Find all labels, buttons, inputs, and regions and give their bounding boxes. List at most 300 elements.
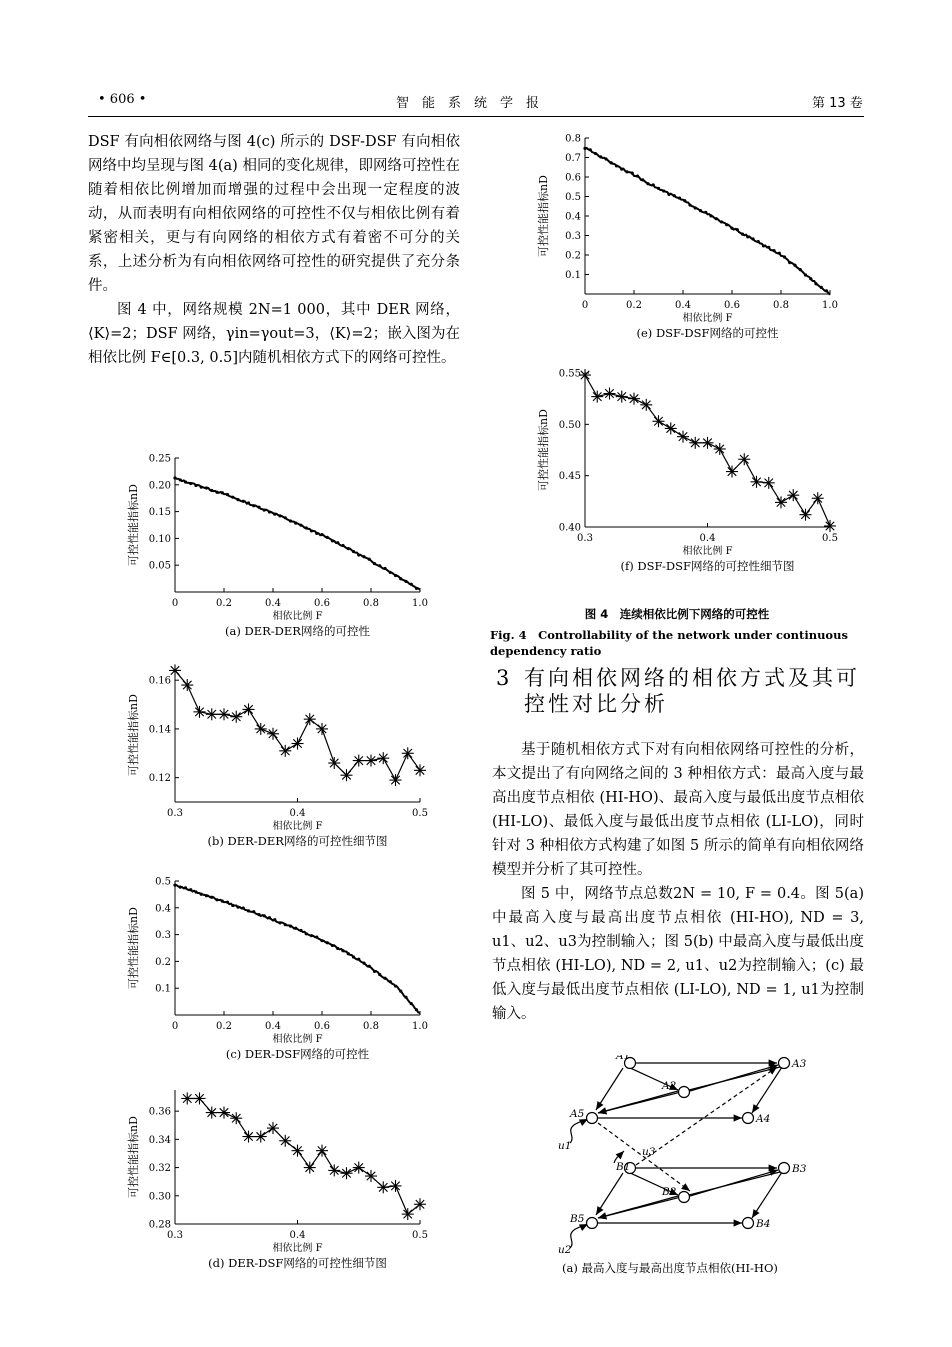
x-tick-label: 0.5 — [822, 533, 838, 544]
data-point — [414, 764, 426, 776]
series-line — [175, 885, 420, 1013]
data-point — [189, 888, 192, 891]
y-axis-label: 可控性能指标nD — [127, 484, 140, 566]
data-point — [694, 206, 697, 209]
data-point — [320, 939, 323, 942]
data-point — [772, 249, 775, 252]
data-point — [410, 583, 413, 586]
series-line — [187, 1098, 420, 1214]
data-point — [304, 713, 316, 725]
y-tick-label: 0.12 — [148, 773, 171, 785]
data-point — [315, 936, 318, 939]
y-tick-label: 0.34 — [148, 1134, 171, 1146]
data-point — [268, 510, 271, 513]
data-point — [284, 516, 287, 519]
data-point — [404, 996, 407, 999]
data-point — [373, 562, 376, 565]
x-axis-label: 相依比例 F — [272, 821, 323, 832]
data-point — [289, 925, 292, 928]
data-point — [292, 1145, 304, 1157]
data-point — [620, 168, 623, 171]
y-tick-label: 0.55 — [558, 368, 581, 380]
y-tick-label: 0.10 — [148, 533, 171, 545]
node-a2 — [679, 1087, 690, 1098]
x-tick-label: 0.6 — [314, 598, 330, 609]
data-point — [181, 679, 193, 691]
data-point — [741, 232, 744, 235]
x-tick-label: 0.8 — [363, 598, 379, 609]
y-tick-label: 0.3 — [155, 930, 171, 942]
data-point — [181, 1092, 193, 1104]
data-point — [292, 738, 304, 750]
data-point — [824, 520, 836, 532]
data-point — [825, 289, 828, 292]
figure-5a-caption: (a) 最高入度与最高出度节点相依(HI-HO) — [562, 1261, 778, 1275]
data-point — [383, 977, 386, 980]
data-point — [294, 927, 297, 930]
data-point — [646, 182, 649, 185]
series — [173, 476, 420, 590]
data-point — [775, 496, 787, 508]
data-point — [653, 415, 665, 427]
data-point — [783, 255, 786, 258]
data-point — [273, 512, 276, 515]
y-tick-label: 0.4 — [155, 903, 171, 915]
data-point — [365, 1170, 377, 1182]
data-point — [341, 544, 344, 547]
x-tick-label: 0 — [171, 598, 179, 609]
x-tick-label: 0.4 — [265, 598, 281, 609]
data-point — [316, 723, 328, 735]
data-point — [255, 1131, 267, 1143]
y-tick-label: 0.28 — [148, 1219, 171, 1231]
data-point — [709, 214, 712, 217]
data-point — [200, 486, 203, 489]
label-a1: A1 — [616, 1055, 631, 1062]
label-u2: u2 — [558, 1244, 572, 1255]
data-point — [252, 910, 255, 913]
chart-title: (b) DER-DER网络的可控性细节图 — [207, 834, 388, 848]
data-point — [210, 489, 213, 492]
data-point — [273, 918, 276, 921]
data-point — [247, 909, 250, 912]
x-axis-label: 相依比例 F — [272, 1034, 323, 1045]
data-point — [788, 261, 791, 264]
data-point — [738, 453, 750, 465]
right-paragraph-2: 图 5 中，网络节点总数2N = 10, F = 0.4。图 5(a) 中最高入度与最高出度节点相依 (HI-HO), ND = 3, u1、u2、u3为控制输入；图 5(b) 中最高入度与最低出度节点相依 (HI-LO), ND = 2, u1、u2为控制输入；(c) 最低入度与最低出度节点相依 (LI-LO), ND = 1, u1为控制输入。 — [492, 886, 864, 1022]
section-title-line1: 有向相依网络的相依方式及其可 — [524, 666, 860, 690]
x-tick-label: 1.0 — [822, 300, 838, 311]
data-point — [394, 984, 397, 987]
data-point — [415, 587, 418, 590]
data-point — [628, 393, 640, 405]
data-point — [242, 906, 245, 909]
data-point — [336, 947, 339, 950]
data-point — [231, 496, 234, 499]
data-point — [673, 194, 676, 197]
label-a2: A2 — [662, 1080, 677, 1092]
node-b2 — [679, 1192, 690, 1203]
data-point — [751, 476, 763, 488]
data-point — [257, 913, 260, 916]
chart-svg — [120, 1082, 440, 1282]
data-point — [200, 893, 203, 896]
node-a5 — [587, 1113, 598, 1124]
data-point — [704, 211, 707, 214]
node-b5 — [587, 1218, 598, 1229]
data-point — [341, 1167, 353, 1179]
data-point — [357, 958, 360, 961]
y-axis-label: 可控性能指标nD — [537, 175, 550, 257]
data-point — [231, 904, 234, 907]
data-point — [331, 539, 334, 542]
data-point — [320, 533, 323, 536]
x-tick-label: 0.2 — [216, 598, 232, 609]
data-point — [610, 161, 613, 164]
x-tick-label: 0.2 — [216, 1021, 232, 1032]
data-point — [263, 508, 266, 511]
data-point — [641, 178, 644, 181]
x-tick-label: 0 — [581, 300, 589, 311]
x-tick-label: 1.0 — [412, 598, 428, 609]
edge-a1-a5 — [596, 1068, 623, 1110]
edge-a2-a3 — [690, 1065, 778, 1091]
node-b4 — [743, 1218, 754, 1229]
data-point — [589, 148, 592, 151]
data-point — [402, 747, 414, 759]
data-point — [326, 536, 329, 539]
x-tick-label: 0.4 — [289, 808, 306, 819]
chart-f — [530, 365, 850, 585]
x-axis-label: 相依比例 F — [682, 313, 733, 324]
data-point — [390, 1180, 402, 1192]
x-tick-label: 0.4 — [265, 1021, 281, 1032]
data-point — [194, 484, 197, 487]
data-point — [809, 277, 812, 280]
figure-5a-diagram — [530, 1055, 830, 1255]
data-point — [683, 199, 686, 202]
label-b4: B4 — [756, 1218, 771, 1230]
data-point — [173, 883, 176, 886]
data-point — [205, 486, 208, 489]
label-b1: B1 — [616, 1161, 631, 1173]
x-tick-label: 0.3 — [167, 1230, 183, 1241]
y-tick-label: 0.8 — [565, 133, 581, 145]
right-paragraph-1: 基于随机相依方式下对有向相依网络可控性的分析，本文提出了有向网络之间的 3 种相依方式：最高入度与最高出度节点相依 (HI-HO)、最高入度与最低出度节点相依 (HI-LO)、最低入度与最低出度节点相依 (LI-LO)，同时针对 3 种相依方式构建了如图 5 所示的简单有向相依网络模型并分析了其可控性。 — [492, 742, 864, 878]
chart-b — [120, 660, 440, 860]
data-point — [362, 962, 365, 965]
data-point — [615, 164, 618, 167]
y-tick-label: 0.2 — [565, 250, 581, 262]
journal-name: 智 能 系 统 学 报 — [396, 96, 540, 111]
data-point — [389, 980, 392, 983]
volume-label: 第 13 卷 — [812, 96, 863, 111]
data-point — [284, 923, 287, 926]
data-point — [310, 529, 313, 532]
label-a3: A3 — [792, 1058, 807, 1070]
data-point — [677, 431, 689, 443]
label-b5: B5 — [570, 1213, 585, 1225]
y-tick-label: 0.25 — [148, 453, 171, 465]
data-point — [353, 755, 365, 767]
data-point — [383, 567, 386, 570]
x-tick-label: 0.5 — [412, 1230, 428, 1241]
chart-svg — [530, 130, 850, 352]
y-tick-label: 0.14 — [148, 724, 171, 736]
data-point — [331, 944, 334, 947]
y-tick-label: 0.36 — [148, 1106, 171, 1118]
data-point — [616, 391, 628, 403]
data-point — [665, 422, 677, 434]
figure-4-caption-en: Fig. 4 Controllability of the network under continuous dependency ratio — [490, 628, 848, 658]
data-point — [184, 886, 187, 889]
data-point — [715, 217, 718, 220]
data-point — [394, 574, 397, 577]
label-b3: B3 — [792, 1163, 807, 1175]
chart-title: (f) DSF-DSF网络的可控性细节图 — [620, 559, 795, 573]
data-point — [173, 476, 176, 479]
data-point — [341, 949, 344, 952]
chart-a — [120, 450, 440, 650]
data-point — [378, 564, 381, 567]
label-a4: A4 — [756, 1113, 771, 1125]
data-point — [218, 708, 230, 720]
data-point — [415, 1008, 418, 1011]
data-point — [767, 246, 770, 249]
data-point — [662, 189, 665, 192]
data-point — [294, 522, 297, 525]
data-point — [390, 774, 402, 786]
data-point — [194, 1092, 206, 1104]
x-tick-label: 0 — [171, 1021, 179, 1032]
data-point — [583, 147, 586, 150]
data-point — [347, 547, 350, 550]
data-point — [414, 1198, 426, 1210]
data-point — [243, 1131, 255, 1143]
data-point — [328, 757, 340, 769]
input-u1-arrow — [570, 1119, 588, 1143]
data-point — [336, 541, 339, 544]
y-axis-label: 可控性能指标nD — [127, 1116, 140, 1198]
label-b2: B2 — [662, 1186, 677, 1198]
page-number: • 606 • — [98, 92, 147, 107]
data-point — [678, 196, 681, 199]
x-tick-label: 0.2 — [626, 300, 642, 311]
chart-title: (d) DER-DSF网络的可控性细节图 — [208, 1256, 387, 1270]
data-point — [689, 437, 701, 449]
y-tick-label: 0.30 — [148, 1191, 171, 1203]
data-point — [353, 1162, 365, 1174]
y-tick-label: 0.1 — [565, 270, 581, 281]
y-tick-label: 0.7 — [565, 153, 581, 164]
data-point — [378, 973, 381, 976]
data-point — [316, 1145, 328, 1157]
data-point — [652, 183, 655, 186]
y-tick-label: 0.40 — [558, 522, 581, 534]
y-tick-label: 0.15 — [148, 507, 171, 519]
paragraph-1: DSF 有向相依网络与图 4(c) 所示的 DSF-DSF 有向相依网络中均呈现与图 4(a) 相同的变化规律，即网络可控性在随着相依比例增加而增强的过程中会出现一定程度的波动，从而表明有向相依网络的可控性不仅与相依比例有着紧密相关，更与有向网络的相依方式有着密不可分的关系，上述分析为有向相依网络可控性的研究提供了充分条件。 — [88, 134, 460, 294]
chart-svg — [530, 365, 850, 585]
data-point — [305, 932, 308, 935]
data-point — [215, 898, 218, 901]
data-point — [352, 550, 355, 553]
series — [169, 664, 426, 786]
data-point — [631, 172, 634, 175]
data-point — [688, 203, 691, 206]
data-point — [310, 934, 313, 937]
label-u3: u3 — [642, 1146, 656, 1158]
chart-d — [120, 1082, 440, 1282]
x-tick-label: 0.5 — [412, 808, 428, 819]
data-point — [328, 1164, 340, 1176]
x-tick-label: 0.8 — [363, 1021, 379, 1032]
data-point — [169, 664, 181, 676]
y-axis-label: 可控性能指标nD — [537, 409, 550, 491]
data-point — [820, 286, 823, 289]
data-point — [751, 237, 754, 240]
data-point — [299, 929, 302, 932]
series — [579, 369, 836, 532]
y-tick-label: 0.5 — [565, 192, 581, 203]
data-point — [377, 1181, 389, 1193]
data-point — [210, 896, 213, 899]
data-point — [347, 952, 350, 955]
data-point — [289, 519, 292, 522]
x-axis-label: 相依比例 F — [682, 546, 733, 557]
node-b3 — [779, 1163, 790, 1174]
chart-title: (c) DER-DSF网络的可控性 — [225, 1047, 370, 1061]
edge-b2-b3 — [690, 1170, 778, 1196]
data-point — [252, 504, 255, 507]
data-point — [230, 1112, 242, 1124]
data-point — [714, 443, 726, 455]
data-point — [362, 555, 365, 558]
data-point — [352, 955, 355, 958]
x-tick-label: 1.0 — [412, 1021, 428, 1032]
data-point — [636, 174, 639, 177]
data-point — [814, 282, 817, 285]
node-a3 — [779, 1058, 790, 1069]
data-point — [194, 706, 206, 718]
data-point — [221, 491, 224, 494]
right-column-text — [492, 738, 864, 1026]
data-point — [702, 437, 714, 449]
data-point — [640, 399, 652, 411]
data-point — [268, 916, 271, 919]
data-point — [763, 477, 775, 489]
series-line — [175, 478, 420, 590]
chart-title: (a) DER-DER网络的可控性 — [225, 624, 370, 638]
y-tick-label: 0.45 — [558, 471, 581, 483]
data-point — [757, 240, 760, 243]
data-point — [377, 752, 389, 764]
data-point — [812, 492, 824, 504]
x-tick-label: 0.4 — [675, 300, 691, 311]
y-tick-label: 0.05 — [148, 560, 171, 572]
data-point — [604, 388, 616, 400]
data-point — [257, 506, 260, 509]
y-tick-label: 0.4 — [565, 211, 581, 223]
data-point — [726, 466, 738, 478]
data-point — [368, 965, 371, 968]
data-point — [746, 235, 749, 238]
chart-title: (e) DSF-DSF网络的可控性 — [636, 326, 779, 340]
data-point — [221, 900, 224, 903]
series — [583, 147, 830, 295]
section-heading — [496, 665, 866, 717]
chart-e — [530, 130, 850, 352]
data-point — [247, 501, 250, 504]
data-point — [326, 941, 329, 944]
edge-b3-b4 — [752, 1172, 782, 1218]
y-tick-label: 0.20 — [148, 480, 171, 492]
section-number: 3 — [496, 666, 513, 690]
data-point — [218, 1107, 230, 1119]
data-point — [194, 890, 197, 893]
y-tick-label: 0.5 — [155, 876, 171, 888]
series — [173, 883, 420, 1013]
data-point — [725, 223, 728, 226]
data-point — [236, 906, 239, 909]
data-point — [189, 482, 192, 485]
data-point — [242, 500, 245, 503]
data-point — [787, 489, 799, 501]
x-tick-label: 0.6 — [724, 300, 740, 311]
data-point — [402, 1208, 414, 1220]
data-point — [599, 155, 602, 158]
chart-svg — [120, 873, 440, 1073]
data-point — [657, 187, 660, 190]
data-point — [579, 369, 591, 381]
data-point — [800, 509, 812, 521]
y-tick-label: 0.1 — [155, 983, 171, 995]
y-axis-label: 可控性能指标nD — [127, 907, 140, 989]
y-tick-label: 0.6 — [565, 172, 581, 184]
data-point — [594, 152, 597, 155]
edge-a3-a4 — [752, 1067, 782, 1113]
data-point — [625, 170, 628, 173]
y-axis-label: 可控性能指标nD — [127, 694, 140, 776]
data-point — [215, 491, 218, 494]
data-point — [267, 728, 279, 740]
data-point — [399, 990, 402, 993]
data-point — [305, 526, 308, 529]
chart-svg — [120, 450, 440, 650]
left-column-text — [88, 130, 460, 370]
data-point — [404, 580, 407, 583]
x-tick-label: 0.4 — [699, 533, 716, 544]
data-point — [399, 577, 402, 580]
data-point — [299, 524, 302, 527]
data-point — [699, 209, 702, 212]
data-point — [373, 970, 376, 973]
data-point — [263, 914, 266, 917]
data-point — [720, 220, 723, 223]
data-point — [357, 553, 360, 556]
data-point — [410, 1002, 413, 1005]
x-axis-label: 相依比例 F — [272, 1243, 323, 1254]
data-point — [279, 1135, 291, 1147]
data-point — [206, 1107, 218, 1119]
data-point — [179, 886, 182, 889]
label-a5: A5 — [570, 1108, 585, 1120]
x-tick-label: 0.4 — [289, 1230, 306, 1241]
label-u1: u1 — [558, 1140, 572, 1152]
data-point — [226, 493, 229, 496]
data-point — [389, 571, 392, 574]
x-axis-label: 相依比例 F — [272, 611, 323, 622]
data-point — [341, 769, 353, 781]
